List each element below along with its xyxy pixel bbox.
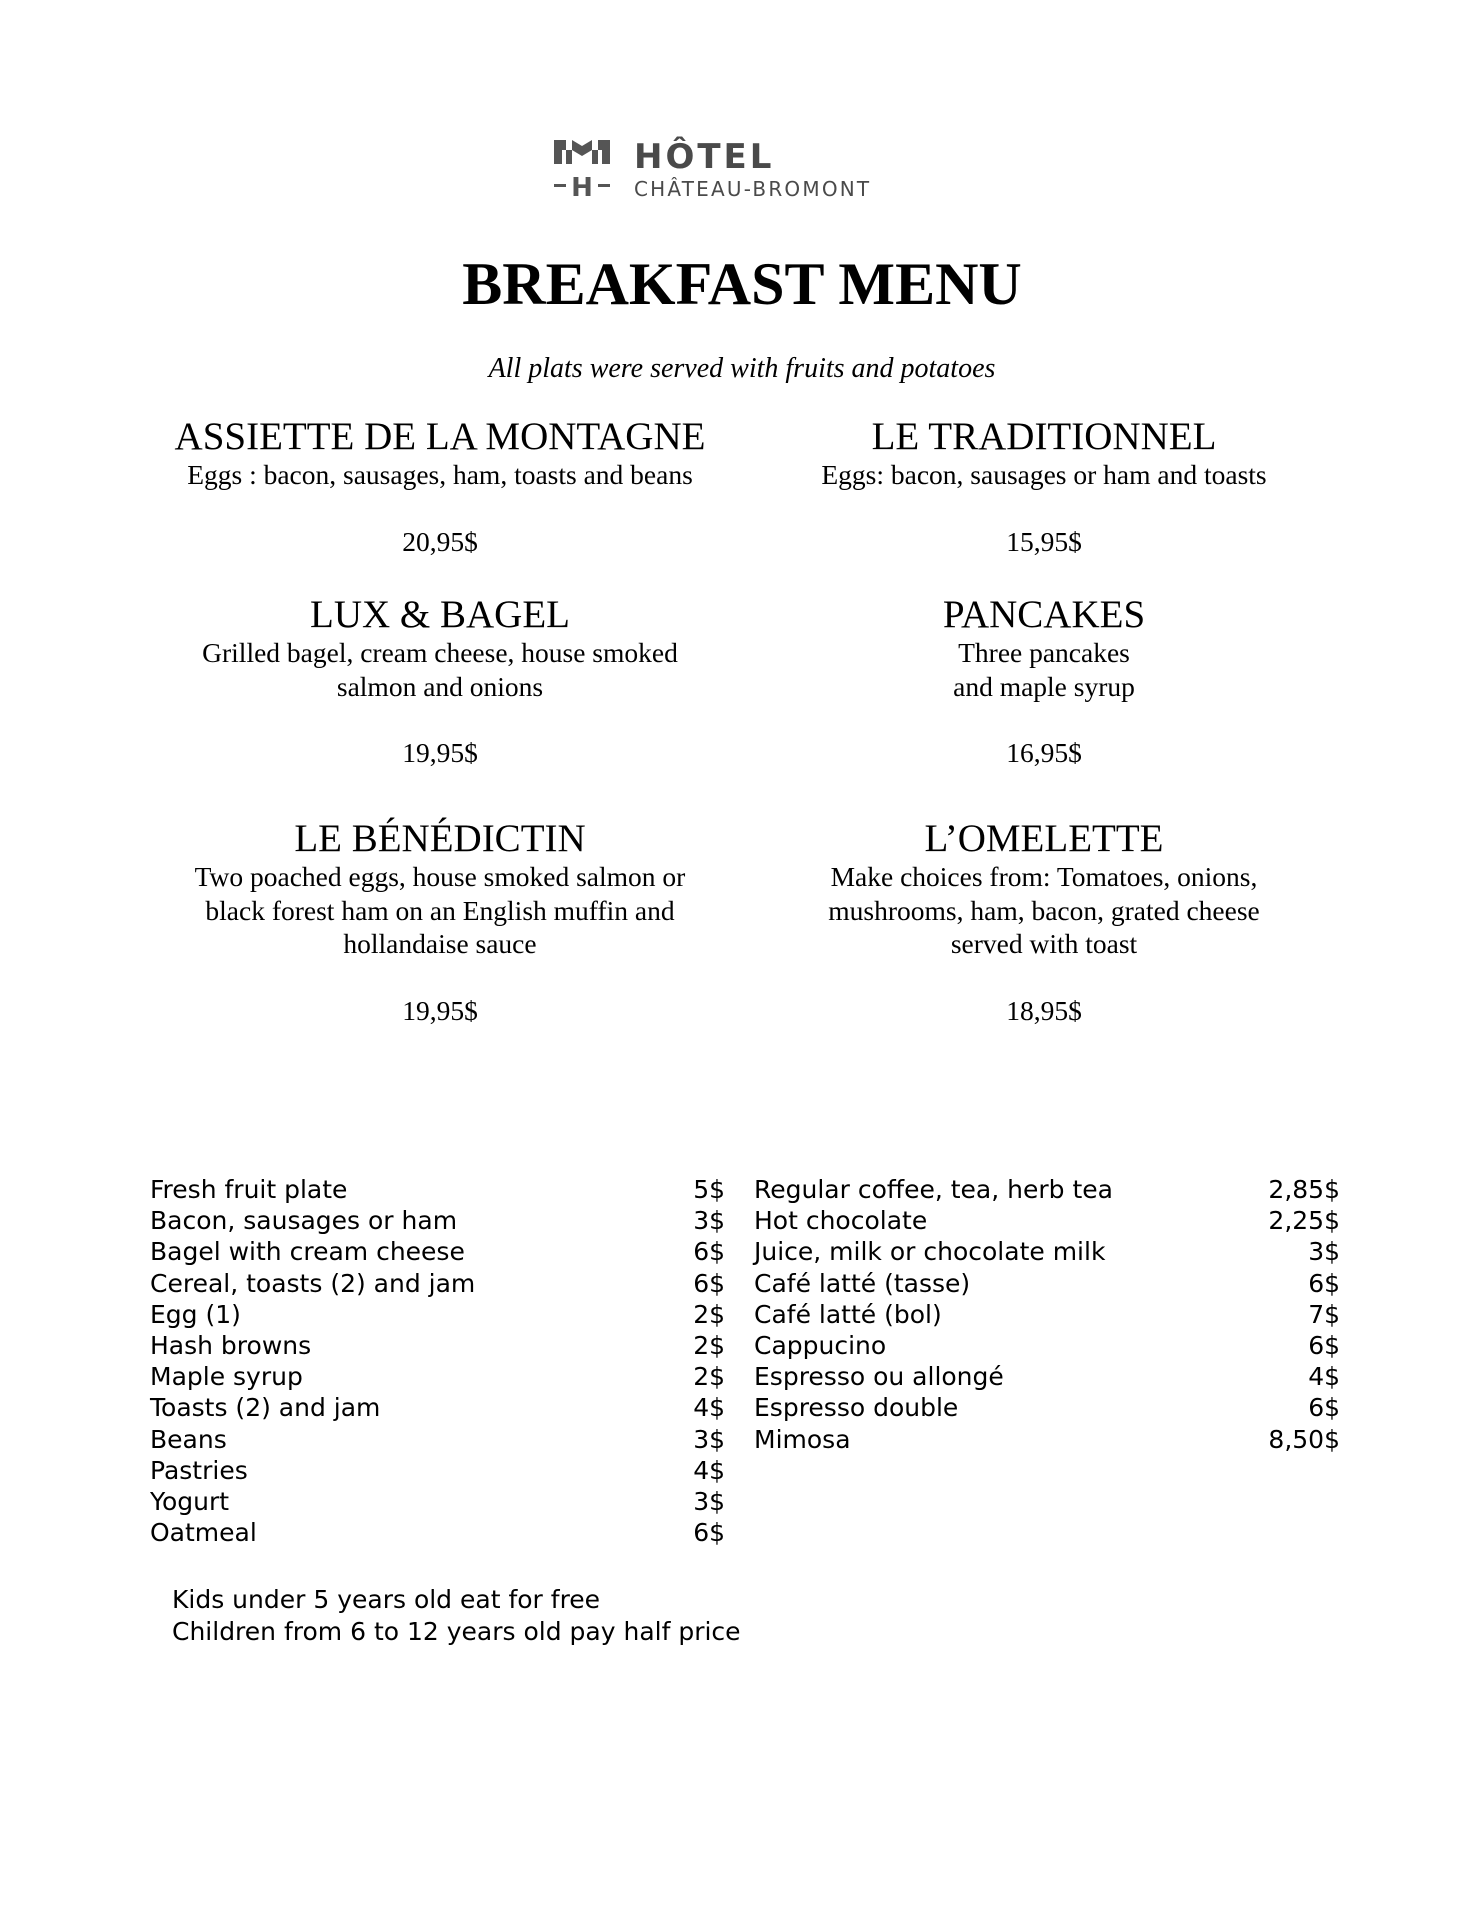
- list-item: [754, 1361, 1340, 1392]
- extras-drinks-list: [754, 1174, 1340, 1455]
- list-item: [754, 1330, 1340, 1361]
- menu-subtitle: All plats were served with fruits and potatoes: [488, 353, 996, 384]
- extra-item-name: Espresso double: [754, 1393, 959, 1423]
- logo-dash-right: [598, 184, 610, 187]
- hotel-logo-graphic: [554, 136, 934, 202]
- extra-item-price: 4$: [693, 1393, 725, 1423]
- castle-mark-icon: [554, 140, 610, 164]
- list-item: [754, 1174, 1340, 1205]
- list-item: [150, 1268, 725, 1299]
- list-item: [150, 1424, 725, 1455]
- extra-item-name: Yogurt: [150, 1486, 230, 1516]
- dish-name: ASSIETTE DE LA MONTAGNE: [174, 415, 706, 458]
- extra-item-name: Regular coffee, tea, herb tea: [754, 1175, 1113, 1204]
- list-item: [150, 1236, 725, 1267]
- dish-name: LE BÉNÉDICTIN: [294, 817, 586, 860]
- list-item: [150, 1299, 725, 1330]
- dish-description: Two poached eggs, house smoked salmon or: [194, 861, 686, 892]
- logo-brand-word: HÔTEL: [634, 137, 775, 177]
- dish-price: 19,95$: [402, 737, 478, 768]
- extra-item-name: Beans: [150, 1424, 227, 1454]
- dish-name: L’OMELETTE: [924, 817, 1164, 860]
- extra-item-price: 3$: [1308, 1237, 1340, 1267]
- list-item: [150, 1361, 725, 1392]
- note-line: Kids under 5 years old eat for free: [172, 1585, 601, 1614]
- menu-title: BREAKFAST MENU: [462, 251, 1022, 317]
- extra-item-price: 6$: [1308, 1268, 1340, 1298]
- list-item: [754, 1205, 1340, 1236]
- extra-item-name: Bagel with cream cheese: [150, 1237, 465, 1267]
- extra-item-name: Toasts (2) and jam: [150, 1393, 381, 1423]
- dish-description: mushrooms, ham, bacon, grated cheese: [828, 894, 1260, 926]
- dish-name: LUX & BAGEL: [310, 593, 570, 636]
- dish-description: salmon and onions: [336, 670, 544, 702]
- dish-description: Grilled bagel, cream cheese, house smoked: [202, 637, 678, 668]
- dish-description: Eggs: bacon, sausages or ham and toasts: [821, 459, 1267, 490]
- extra-item-name: Oatmeal: [150, 1518, 257, 1548]
- extra-item-price: 8,50$: [1268, 1424, 1340, 1454]
- extra-item-name: Bacon, sausages or ham: [150, 1206, 458, 1236]
- extra-item-name: Egg (1): [150, 1299, 241, 1329]
- hotel-logo: [554, 136, 934, 202]
- dish-card: [150, 416, 730, 558]
- dish-name: LE TRADITIONNEL: [871, 415, 1217, 458]
- extra-item-price: 6$: [1308, 1330, 1340, 1360]
- list-item: [754, 1424, 1340, 1455]
- pricing-notes: [172, 1584, 741, 1647]
- dish-price: 19,95$: [402, 994, 478, 1026]
- dish-card: [150, 594, 730, 769]
- dish-card: [754, 818, 1334, 1027]
- list-item: [150, 1205, 725, 1236]
- list-item: [754, 1392, 1340, 1423]
- dish-description: and maple syrup: [953, 670, 1135, 702]
- dish-price: 20,95$: [402, 525, 478, 557]
- logo-dash-left: [554, 184, 566, 187]
- dish-price: 18,95$: [1006, 994, 1082, 1026]
- dish-description: Make choices from: Tomatoes, onions,: [830, 861, 1258, 892]
- list-item: [150, 1517, 725, 1548]
- extra-item-price: 2,85$: [1268, 1175, 1340, 1204]
- dish-description: hollandaise sauce: [343, 928, 537, 959]
- extra-item-price: 3$: [693, 1424, 725, 1454]
- extra-item-name: Espresso ou allongé: [754, 1362, 1004, 1392]
- extra-item-price: 7$: [1308, 1299, 1340, 1329]
- extra-item-name: Pastries: [150, 1455, 248, 1485]
- extra-item-name: Fresh fruit plate: [150, 1175, 348, 1204]
- dish-price: 16,95$: [1006, 737, 1082, 768]
- extra-item-price: 4$: [693, 1455, 725, 1485]
- logo-mark-letter: H: [571, 173, 593, 202]
- extra-item-price: 2$: [693, 1362, 725, 1392]
- extra-item-price: 2$: [693, 1299, 725, 1329]
- extra-item-name: Hot chocolate: [754, 1206, 928, 1236]
- extra-item-price: 6$: [693, 1237, 725, 1267]
- extra-item-price: 3$: [693, 1206, 725, 1236]
- list-item: [150, 1174, 725, 1205]
- extra-item-price: 3$: [693, 1486, 725, 1516]
- extra-item-price: 6$: [693, 1518, 725, 1548]
- extra-item-price: 4$: [1308, 1362, 1340, 1392]
- dish-price: 15,95$: [1006, 525, 1082, 557]
- extra-item-name: Café latté (bol): [754, 1299, 942, 1329]
- extra-item-name: Juice, milk or chocolate milk: [754, 1237, 1106, 1267]
- extra-item-name: Cappucino: [754, 1330, 887, 1360]
- extra-item-name: Maple syrup: [150, 1362, 303, 1392]
- extra-item-price: 6$: [693, 1268, 725, 1298]
- dish-description: Three pancakes: [958, 637, 1130, 668]
- list-item: [150, 1330, 725, 1361]
- extra-item-name: Hash browns: [150, 1330, 312, 1360]
- list-item: [150, 1392, 725, 1423]
- logo-brand-sub: CHÂTEAU-BROMONT: [634, 177, 872, 201]
- dish-description: black forest ham on an English muffin and: [205, 894, 675, 926]
- dish-card: [754, 594, 1334, 769]
- extras-food-list: [150, 1174, 725, 1548]
- dish-description: Eggs : bacon, sausages, ham, toasts and beans: [187, 459, 693, 490]
- extra-item-price: 2$: [693, 1330, 725, 1360]
- dish-card: [150, 818, 730, 1027]
- extra-item-name: Cereal, toasts (2) and jam: [150, 1268, 476, 1298]
- extra-item-price: 2,25$: [1268, 1206, 1340, 1236]
- dish-description: served with toast: [950, 928, 1138, 959]
- list-item: [754, 1236, 1340, 1267]
- extra-item-name: Café latté (tasse): [754, 1268, 971, 1298]
- list-item: [754, 1299, 1340, 1330]
- list-item: [150, 1455, 725, 1486]
- extra-item-price: 6$: [1308, 1393, 1340, 1423]
- dish-card: [754, 416, 1334, 558]
- list-item: [754, 1268, 1340, 1299]
- note-line: Children from 6 to 12 years old pay half price: [172, 1616, 741, 1646]
- extra-item-name: Mimosa: [754, 1424, 851, 1454]
- extra-item-price: 5$: [693, 1175, 725, 1204]
- list-item: [150, 1486, 725, 1517]
- dish-name: PANCAKES: [942, 593, 1146, 636]
